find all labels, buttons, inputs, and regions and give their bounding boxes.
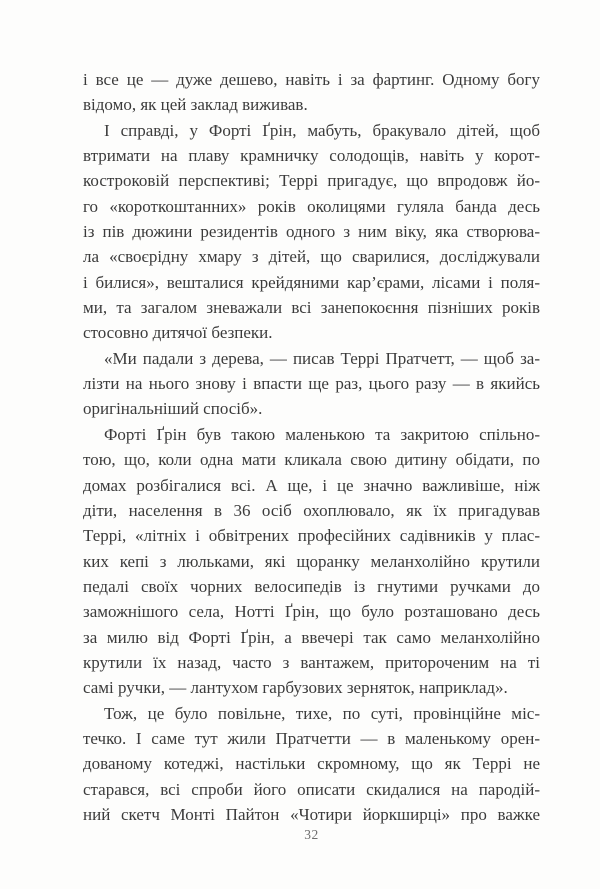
text-line: за милю від Форті Ґрін, а ввечері так само меланхолійно [83,627,540,647]
text-line: відомо, як цей заклад виживав. [83,95,308,115]
text-line: втримати на плаву крамничку солодощів, навіть у корот- [83,146,540,166]
text-line: костроковій перспективі; Террі пригадує, що впродовж йо- [83,171,540,191]
text-line: і все це — дуже дешево, навіть і за фартинг. Одному богу [83,70,540,89]
text-line: самі ручки, — лантухом гарбузових зерняток, наприклад». [83,678,508,698]
text-line: крутили їх назад, часто з вантажем, притороченим на ті [83,652,540,672]
text-line: І справді, у Форті Ґрін, мабуть, бракувало дітей, щоб [104,120,540,140]
text-line: ний скетч Монті Пайтон «Чотири йоркширці» про важке [83,804,540,824]
text-line: заможнішого села, Нотті Ґрін, що було розташовано десь [83,602,540,622]
text-line: течко. І саме тут жили Пратчетти — в маленькому орен- [83,728,540,748]
text-line: «Ми падали з дерева, — писав Террі Пратчетт, — щоб за- [104,348,540,368]
text-line: Тож, це було повільне, тихе, по суті, провінційне міс- [104,703,540,723]
paragraph [83,118,540,346]
paragraph [83,422,540,701]
text-line: ких кепі з люльками, які щоранку меланхолійно крутили [83,551,540,571]
paragraph [83,346,540,422]
text-line: дованому котеджі, настільки скромному, що як Террі не [83,754,540,774]
text-line: лізти на нього знову і впасти ще раз, цього разу — в якийсь [83,374,540,394]
text-line: Террі, «літніх і обвітрених професійних садівників у плас- [83,526,540,546]
text-line: діти, населення в 36 осіб охоплювало, як їх пригадував [83,500,540,520]
text-line: педалі своїх чорних велосипедів із гнутими ручками до [83,576,540,596]
body-text [83,67,540,827]
text-line: стосовно дитячої безпеки. [83,323,273,343]
paragraph [83,701,540,828]
text-line: оригінальніший спосіб». [83,399,263,419]
text-line: Форті Ґрін був такою маленькою та закритою спільно- [104,424,540,444]
text-line: і билися», вешталися крейдяними кар’єрами, лісами і поля- [83,272,540,292]
text-line: із пів дюжини резидентів одного з ним віку, яка створюва- [83,222,540,242]
text-line: ла «своєрідну хмару з дітей, що сварилися, досліджували [83,247,540,267]
text-line: го «короткоштанних» років околицями гуляла банда десь [83,196,540,216]
paragraph [83,67,540,118]
text-line: старався, всі спроби його описати скидалися на пародій- [83,779,540,799]
page-number: 32 [304,827,319,842]
text-line: домах розбігалися всі. А ще, і це значно важливіше, ніж [83,475,540,495]
text-line: тою, що, коли одна мати кликала свою дитину обідати, по [83,450,540,470]
text-line: ми, та загалом зневажали всі занепокоєння пізніших років [83,298,540,318]
